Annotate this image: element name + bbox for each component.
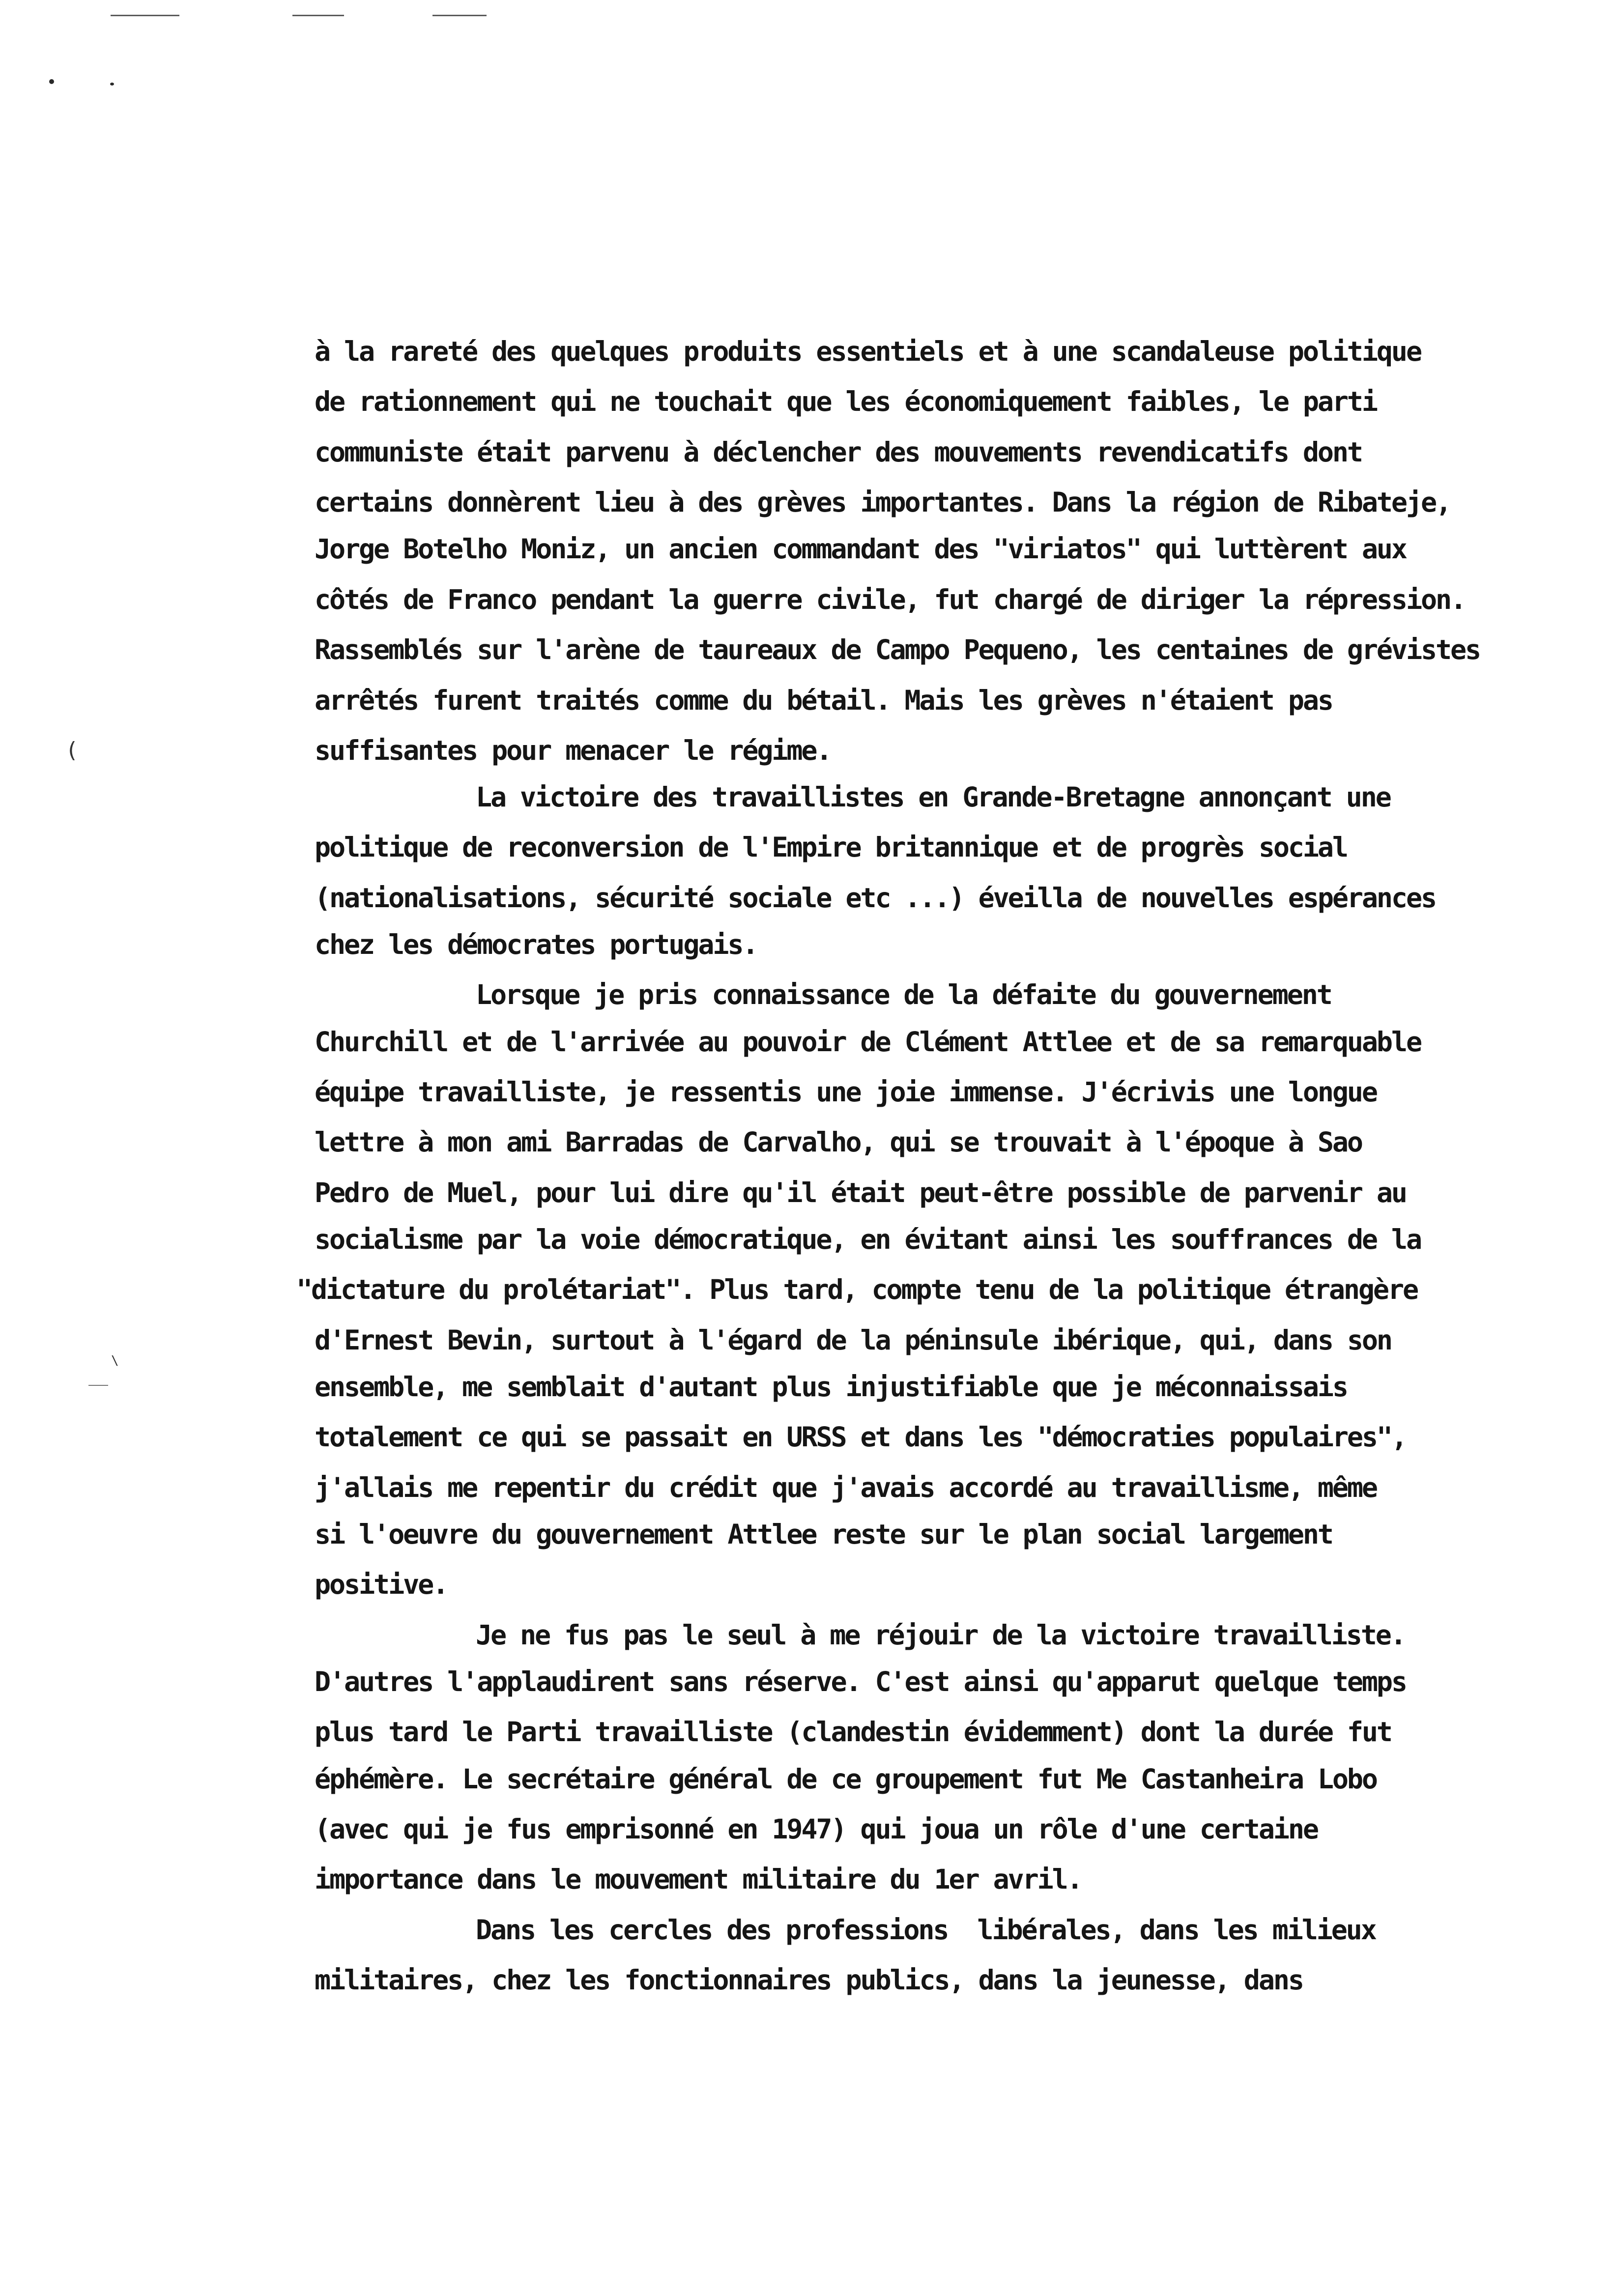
- text-line: lettre à mon ami Barradas de Carvalho, qui se trouvait à l'époque à Sao: [315, 1126, 1362, 1158]
- text-line: plus tard le Parti travailliste (clandestin évidemment) dont la durée fut: [315, 1716, 1391, 1748]
- text-line: La victoire des travaillistes en Grande-Bretagne annonçant une: [476, 781, 1390, 813]
- text-line: Dans les cercles des professions libérales, dans les milieux: [476, 1914, 1376, 1946]
- text-line: équipe travailliste, je ressentis une joie immense. J'écrivis une longue: [315, 1076, 1377, 1108]
- scan-rule: [292, 15, 344, 16]
- text-line: socialisme par la voie démocratique, en évitant ainsi les souffrances de la: [315, 1224, 1421, 1255]
- text-line: totalement ce qui se passait en URSS et dans les "démocraties populaires",: [315, 1421, 1406, 1453]
- text-line: d'Ernest Bevin, surtout à l'égard de la péninsule ibérique, qui, dans son: [315, 1324, 1391, 1356]
- text-line: D'autres l'applaudirent sans réserve. C'est ainsi qu'apparut quelque temps: [315, 1666, 1406, 1697]
- scan-speck: [49, 79, 54, 84]
- scan-rule: [111, 15, 179, 16]
- text-line: (nationalisations, sécurité sociale etc ...) éveilla de nouvelles espérances: [315, 882, 1436, 914]
- text-line: Pedro de Muel, pour lui dire qu'il était peut-être possible de parvenir au: [315, 1177, 1406, 1208]
- text-line: Jorge Botelho Moniz, un ancien commandant des "viriatos" qui luttèrent aux: [315, 533, 1406, 565]
- text-line: certains donnèrent lieu à des grèves importantes. Dans la région de Ribateje,: [315, 487, 1450, 518]
- text-line: Je ne fus pas le seul à me réjouir de la victoire travailliste.: [476, 1619, 1405, 1651]
- text-line: politique de reconversion de l'Empire britannique et de progrès social: [315, 832, 1347, 863]
- text-line: communiste était parvenu à déclencher des mouvements revendicatifs dont: [315, 436, 1362, 468]
- scan-rule: [88, 1385, 108, 1386]
- text-line: de rationnement qui ne touchait que les économiquement faibles, le parti: [315, 386, 1377, 417]
- text-line: Lorsque je pris connaissance de la défaite du gouvernement: [476, 979, 1331, 1010]
- margin-mark: (: [65, 738, 79, 763]
- scan-rule: [432, 15, 487, 16]
- text-line: éphémère. Le secrétaire général de ce groupement fut Me Castanheira Lobo: [315, 1763, 1377, 1795]
- text-line: côtés de Franco pendant la guerre civile, fut chargé de diriger la répression.: [315, 584, 1465, 615]
- text-line: suffisantes pour menacer le régime.: [315, 735, 831, 766]
- text-line: positive.: [315, 1569, 448, 1600]
- text-line: arrêtés furent traités comme du bétail. Mais les grèves n'étaient pas: [315, 685, 1332, 716]
- text-line: j'allais me repentir du crédit que j'avais accordé au travaillisme, même: [315, 1472, 1377, 1503]
- text-line: (avec qui je fus emprisonné en 1947) qui joua un rôle d'une certaine: [315, 1813, 1318, 1845]
- text-line: si l'oeuvre du gouvernement Attlee reste sur le plan social largement: [315, 1519, 1332, 1550]
- text-line: à la rareté des quelques produits essentiels et à une scandaleuse politique: [315, 336, 1421, 367]
- text-line: Churchill et de l'arrivée au pouvoir de Clément Attlee et de sa remarquable: [315, 1026, 1421, 1058]
- text-line: Rassemblés sur l'arène de taureaux de Campo Pequeno, les centaines de grévistes: [315, 634, 1480, 665]
- text-line: importance dans le mouvement militaire du 1er avril.: [315, 1864, 1082, 1895]
- scan-speck: [110, 83, 114, 86]
- text-line: "dictature du prolétariat". Plus tard, compte tenu de la politique étrangère: [296, 1274, 1417, 1305]
- text-line: chez les démocrates portugais.: [315, 929, 757, 960]
- text-line: ensemble, me semblait d'autant plus injustifiable que je méconnaissais: [315, 1371, 1347, 1403]
- margin-mark: \: [111, 1353, 119, 1368]
- text-line: militaires, chez les fonctionnaires publics, dans la jeunesse, dans: [315, 1964, 1303, 1996]
